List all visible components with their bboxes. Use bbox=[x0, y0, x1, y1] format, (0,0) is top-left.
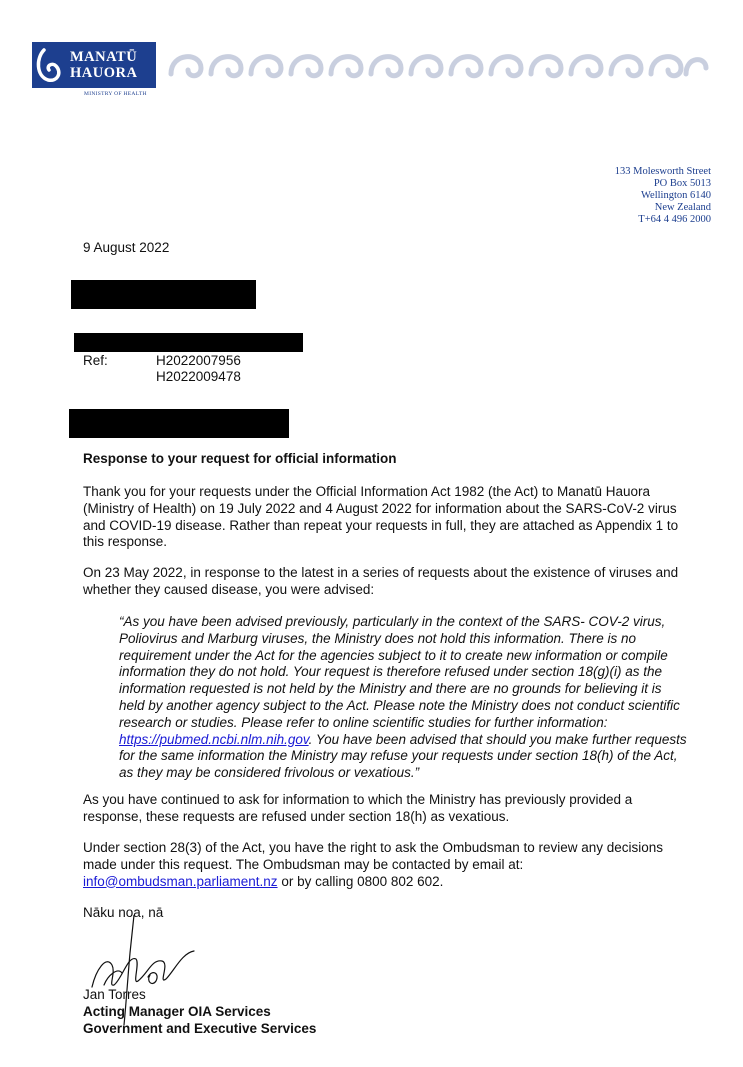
logo-line-1: MANATŪ bbox=[70, 49, 138, 65]
para4-text-a: Under section 28(3) of the Act, you have the right to ask the Ombudsman to review any decisions made under this request. The Ombudsman may be contacted by email at: bbox=[83, 840, 664, 872]
ref-numbers bbox=[156, 353, 241, 385]
quoted-advice bbox=[119, 614, 689, 782]
signer-title-1: Acting Manager OIA Services bbox=[83, 1004, 271, 1019]
logo-subtitle: MINISTRY OF HEALTH bbox=[84, 91, 147, 97]
signer-name: Jan Torres bbox=[83, 987, 146, 1002]
paragraph-1: Thank you for your requests under the Official Information Act 1982 (the Act) to Manatū Hauora (Ministry of Health) on 19 July 2022 and 4 August 2022 for information about the SARS-CoV-2 virus and COVID-19 disease. Rather than repeat your requests in full, they are attached as Appendix 1 to this response. bbox=[83, 484, 679, 550]
address-line-4: New Zealand bbox=[654, 202, 711, 213]
paragraph-2: On 23 May 2022, in response to the latest in a series of requests about the existence of viruses and whether they caused disease, you were advised: bbox=[83, 565, 679, 597]
quote-text-b: . You have been advised that should you make further requests for the same information the Ministry may refuse your requests under section 18(h) of the Act, as they may be considered frivolous or vexatious.” bbox=[119, 731, 687, 781]
address-line-1: 133 Molesworth Street bbox=[614, 166, 711, 177]
address-line-2: PO Box 5013 bbox=[653, 178, 711, 189]
quote-text-a: “As you have been advised previously, particularly in the context of the SARS- COV-2 virus, Poliovirus and Marburg viruses, the Ministry does not hold this information. There is no requirement under the Act for the agencies subject to it to create new information or compile information they do not hold. Your request is therefore refused under section 18(g)(i) as the information requested is not held by the Ministry and there are no grounds for believing it is held by another agency subject to the Act. Please note the Ministry does not conduct scientific research or studies. Please refer to online scientific studies for further information: bbox=[119, 614, 680, 730]
sign-off: Nāku noa, nā bbox=[83, 905, 164, 920]
paragraph-4 bbox=[83, 840, 683, 890]
signer-title-2: Government and Executive Services bbox=[83, 1020, 317, 1036]
pubmed-link[interactable]: https://pubmed.ncbi.nlm.nih.gov bbox=[119, 731, 309, 747]
redaction-box bbox=[71, 280, 256, 309]
ombudsman-email-link[interactable]: info@ombudsman.parliament.nz bbox=[83, 873, 278, 889]
para4-text-b: or by calling 0800 802 602. bbox=[277, 873, 444, 889]
ref-label: Ref: bbox=[83, 353, 108, 368]
address-line-5: T+64 4 496 2000 bbox=[638, 214, 711, 225]
ref-number-1: H2022007956 bbox=[156, 353, 241, 368]
letter-date: 9 August 2022 bbox=[83, 240, 170, 255]
ref-number-2: H2022009478 bbox=[156, 369, 241, 384]
letter-heading: Response to your request for official information bbox=[83, 451, 397, 466]
paragraph-3: As you have continued to ask for information to which the Ministry has previously provided a response, these requests are refused under section 18(h) as vexatious. bbox=[83, 792, 633, 824]
logo-line-2: HAUORA bbox=[70, 65, 138, 81]
koru-icon bbox=[32, 42, 68, 88]
ministry-address bbox=[615, 166, 711, 226]
address-line-3: Wellington 6140 bbox=[640, 190, 711, 201]
redaction-box bbox=[69, 409, 289, 438]
koru-pattern-banner bbox=[166, 44, 711, 86]
redaction-box bbox=[74, 333, 303, 352]
